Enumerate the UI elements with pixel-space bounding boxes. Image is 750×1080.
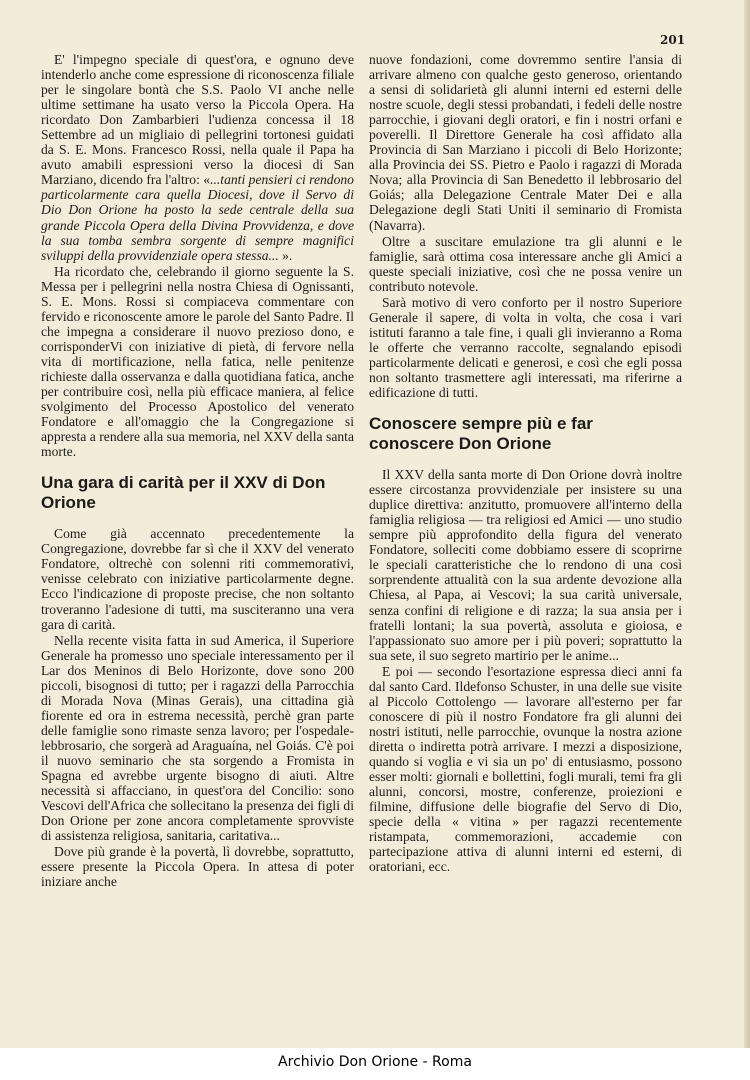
page-spine-shadow bbox=[744, 0, 750, 1048]
section-heading-conoscere-don-orione: Conoscere sempre più e far conoscere Don Orione bbox=[369, 414, 593, 454]
archive-footer-label: Archivio Don Orione - Roma bbox=[278, 1054, 472, 1070]
paragraph: Dove più grande è la povertà, lì dovrebbe, soprattutto, essere presente la Piccola Opera. In attesa di poter iniziare anche bbox=[41, 844, 354, 890]
paragraph: Nella recente visita fatta in sud America, il Superiore Generale ha promesso uno speciale interessamento per il Lar dos Meninos di Belo Horizonte, dove sono 200 piccoli, bisognosi di tutto; per i ragazzi della Parrocchia di Morada Nova (Minas Gerais), una cittadina già fiorente ed ora in estrema necessità, perchè gran parte delle famiglie sono rimaste senza lavoro; per l'ospedale-lebbrosario, che sorgerà ad Araguaína, nel Goiás. C'è poi il nuovo seminario che sta sorgendo a Fromista in Spagna ed avrebbe urgente bisogno di aiuti. Altre necessità si affacciano, in quest'ora del Concilio: sono Vescovi dell'Africa che sollecitano la presenza dei figli di Don Orione per zone ancora completamente sprovviste di assistenza religiosa, sanitaria, caritativa... bbox=[41, 632, 354, 844]
paragraph: Ha ricordato che, celebrando il giorno seguente la S. Messa per i pellegrini nella nostra Chiesa di Ognissanti, S. E. Mons. Rossi si compiaceva commentare con fervido e riconoscente amore le parole del Santo Padre. Il che impegna a considerare il nuovo prezioso dono, e corrisponderVi con iniziative di pietà, di fervore nella vita di mortificazione, nella fatica, nelle penitenze richieste dalla osservanza e dalla quotidiana fatica, anche per contribuire così, nella più efficace maniera, al felice svolgimento del Processo Apostolico del venerato Fondatore e all'omaggio che la Congregazione si appresta a rendere alla sua memoria, nel XXV della santa morte. bbox=[41, 263, 354, 460]
papal-quote: ...tanti pensieri ci rendono particolarmente cara quella Diocesi, dove il Servo di Dio Don Orione ha posto la sede centrale della sua grande Piccola Opera della Divina Provvidenza, e dove la sua tomba sembra sorgente di sempre magnifici sviluppi della provvidenziale opera stessa... bbox=[41, 172, 354, 263]
paragraph: Sarà motivo di vero conforto per il nostro Superiore Generale il sapere, di volta in volta, che cosa i vari istituti faranno a tale fine, i quali gli invieranno a Roma le offerte che verranno raccolte, segnalando episodi particolarmente delicati e generosi, e così che egli possa non soltanto trasmettere agli interessati, ma riferirne a edificazione di tutti. bbox=[369, 294, 682, 401]
paragraph: nuove fondazioni, come dovremmo sentire l'ansia di arrivare almeno con qualche gesto generoso, orientando a sensi di solidarietà gli alunni interni ed esterni delle nostre scuole, degli stessi probandati, i fedeli delle nostre parrocchie, i giovani degli oratori, e fin i nostri orfani e poverelli. Il Direttore Generale ha così affidato alla Provincia di San Marziano i piccoli di Belo Horizonte; alla Provincia dei SS. Pietro e Paolo i ragazzi di Morada Nova; alla Provincia di San Benedetto il lebbrosario del Goiás; alla Delegazione Centrale Mater Dei e alla Delegazione degli Stati Uniti il seminario di Fromista (Navarra). bbox=[369, 52, 682, 233]
paragraph: E' l'impegno speciale di quest'ora, e ognuno deve intenderlo anche come espressione di riconoscenza filiale per le singolare bontà che S.S. Paolo VI anche nelle ultime settimane ha usato verso la Piccola Opera. Ha ricordato Don Zambarbieri l'udienza concessa il 18 Settembre ad un migliaio di pellegrini tortonesi guidati da S. E. Mons. Francesco Rossi, nella quale il Papa ha avuto amabili espressioni verso la diocesi di San Marziano, dicendo fra l'altro: «...tanti pensieri ci rendono particolarmente cara quella Diocesi, dove il Servo di Dio Don Orione ha posto la sede centrale della sua grande Piccola Opera della Divina Provvidenza, e dove la sua tomba sembra sorgente di sempre magnifici sviluppi della provvidenziale opera stessa... ». bbox=[41, 52, 354, 263]
archive-footer bbox=[0, 1048, 750, 1080]
paragraph: Il XXV della santa morte di Don Orione dovrà inoltre essere circostanza provvidenziale per insistere su una duplice direttiva: anzitutto, promuovere all'interno della famiglia religiosa — tra religiosi ed Amici — uno studio sempre più approfondito della figura del venerato Fondatore, solleciti come dobbiamo essere di scoprirne le speciali caratteristiche che lo rendono di una così sorprendente attualità con la sua ardente devozione alla Chiesa, al Papa, ai Vescovi; la sua carità universale, senza confini di religione e di razza; la sua ansia per i fratelli lontani; la sua povertà, assoluta e gioiosa, e l'appassionato suo amore per i più poveri; soprattutto la sua sete, il suo segreto martirio per le anime... bbox=[369, 467, 682, 663]
paragraph: E poi — secondo l'esortazione espressa dieci anni fa dal santo Card. Ildefonso Schuster, in una delle sue visite al Piccolo Cottolengo — lavorare all'esterno per far conoscere di più il nostro Fondatore fra gli alunni dei nostri istituti, nelle parrocchie, ovunque la nostra azione diretta o indiretta potrà arrivare. I mezzi a disposizione, quando si voglia e vi sia un po' di entusiasmo, possono esser molti: giornali e bollettini, fogli murali, temi fra gli alunni, concorsi, mostre, conferenze, proiezioni e filmine, diffusione delle biografie del Servo di Dio, specie della « vitina » per ragazzi recentemente ristampata, commemorazioni, accademie con partecipazione attiva di alunni interni ed esterni, di oratoriani, ecc. bbox=[369, 663, 682, 875]
left-column bbox=[41, 52, 354, 890]
right-column bbox=[369, 52, 682, 875]
page-number: 201 bbox=[660, 33, 686, 47]
paragraph: Oltre a suscitare emulazione tra gli alunni e le famiglie, sarà ottima cosa interessare anche gli Amici a queste speciali iniziative, così che ne possa venire un contributo notevole. bbox=[369, 233, 682, 294]
paragraph: Come già accennato precedentemente la Congregazione, dovrebbe far sì che il XXV del venerato Fondatore, oltrechè con solenni riti commemorativi, venisse celebrato con iniziative particolarmente degne. Ecco l'indicazione di proposte precise, che non soltanto troveranno l'adesione di tutti, ma susciteranno una vera gara di carità. bbox=[41, 526, 354, 632]
section-heading-gara-di-carita: Una gara di carità per il XXV di Don Orione bbox=[41, 473, 326, 513]
